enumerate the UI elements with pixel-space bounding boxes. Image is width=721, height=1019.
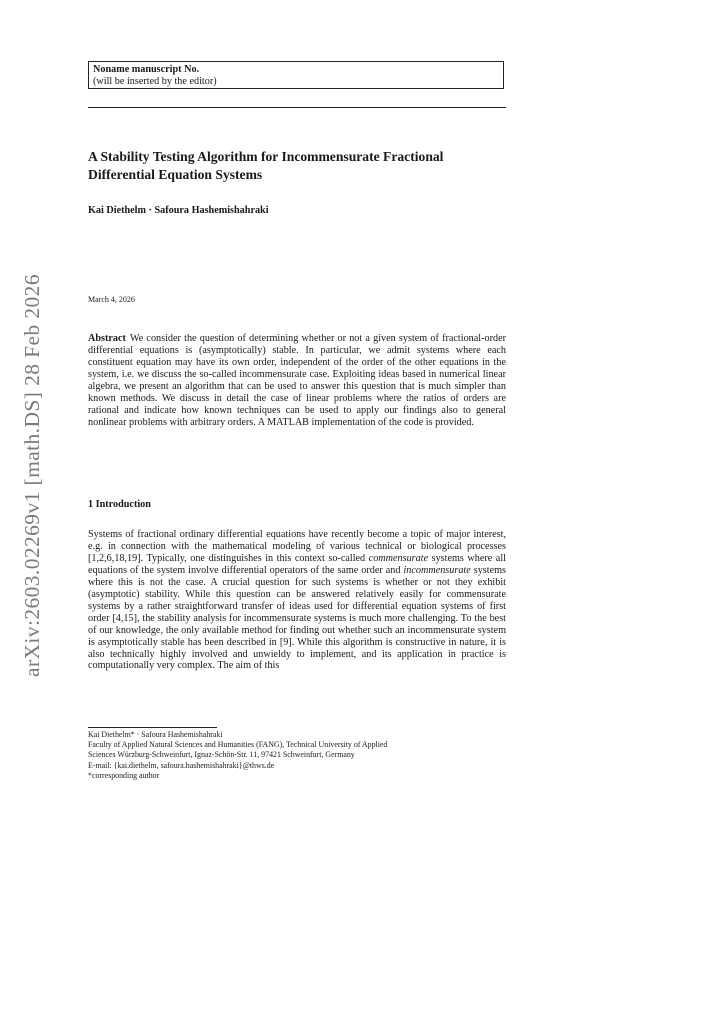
- footnote-affiliation-2: Sciences Würzburg-Schweinfurt, Ignaz-Schön-Str. 11, 97421 Schweinfurt, Germany: [88, 750, 355, 760]
- intro-text-3: systems where this is not the case. A crucial question for such systems is whether or not they exhibit (asymptotic) stability. While this question can be answered relatively easily for commensurate systems by a rather straightforward transfer of ideas used for differential equation systems of first order [4,15], the stability analysis for incommensurate systems is much more challenging. To the best of our knowledge, the only available method for finding out whether such an incommensurate system is asymptotically stable has been described in [9]. While this algorithm is constructive in nature, it is also technically highly involved and unwieldy to implement, and its application in practice is computationally very complex. The aim of this: [88, 564, 507, 672]
- footnote-affiliation-1: Faculty of Applied Natural Sciences and Humanities (FANG), Technical University of Applied: [88, 740, 388, 750]
- intro-text-2: systems where all equations of the system involve differential operators of the same order and: [88, 552, 506, 576]
- footnote-rule: [88, 727, 217, 728]
- paper-title: A Stability Testing Algorithm for Incommensurate Fractional Differential Equation Systems: [88, 149, 444, 182]
- header-rule: [88, 107, 506, 108]
- manuscript-number: Noname manuscript No.: [93, 64, 200, 75]
- paper-date: March 4, 2026: [88, 295, 135, 304]
- manuscript-box: [88, 61, 504, 89]
- arxiv-identifier: arXiv:2603.02269v1 [math.DS] 28 Feb 2026: [20, 274, 44, 677]
- footnotes: [88, 730, 506, 781]
- intro-emphasis-commensurate: commensurate: [368, 552, 429, 564]
- abstract: [88, 333, 506, 429]
- abstract-text: We consider the question of determining whether or not a given system of fractional-order differential equations is (asymptotically) stable. In particular, we admit systems where each constituent equation may have its own order, independent of the order of the other equations in the system, i.e. we discuss the so-called incommensurate case. Exploiting ideas based in numerical linear algebra, we present an algorithm that can be used to answer this question that is much simpler than known methods. We discuss in detail the case of linear problems where the ratios of orders are rational and indicate how known techniques can be used to apply our findings also to general nonlinear problems with arbitrary orders. A MATLAB implementation of the code is provided.: [88, 333, 506, 428]
- introduction-paragraph: [88, 529, 506, 672]
- footnote-corresponding: *corresponding author: [88, 770, 160, 780]
- footnote-authors: Kai Diethelm* · Safoura Hashemishahraki: [88, 730, 223, 739]
- footnote-email: E-mail: {kai.diethelm, safoura.hashemishahraki}@thws.de: [88, 760, 275, 770]
- manuscript-note: (will be inserted by the editor): [93, 76, 217, 87]
- section-heading-introduction: 1 Introduction: [88, 499, 151, 510]
- abstract-label: Abstract: [88, 333, 126, 344]
- paper-authors: Kai Diethelm · Safoura Hashemishahraki: [88, 205, 269, 216]
- intro-emphasis-incommensurate: incommensurate: [403, 564, 471, 576]
- intro-text-1: Systems of fractional ordinary differential equations have recently become a topic of major interest, e.g. in connection with the mathematical modeling of various technical or biological processes [1,2,6,18,19]. Typically, one distinguishes in this context so-called: [88, 529, 506, 564]
